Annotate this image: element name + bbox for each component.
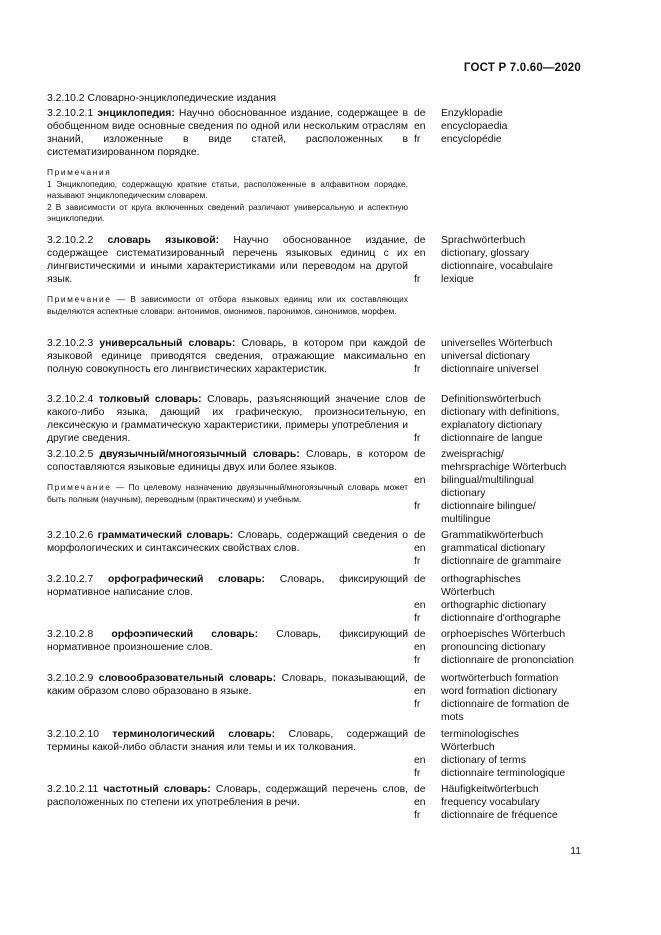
translation-term: dictionnaire de fréquence xyxy=(441,810,558,821)
lang-code: de xyxy=(414,394,426,405)
translation-term: dictionnaire de formation de xyxy=(441,699,570,710)
lang-code: en xyxy=(414,543,426,554)
note-label: Примечания xyxy=(47,167,112,177)
translations-3-2-10-2-1 xyxy=(414,107,614,146)
translation-row xyxy=(414,754,614,767)
entry-term: двуязычный/многоязычный словарь: xyxy=(99,449,300,460)
translations-3-2-10-2-4 xyxy=(414,393,614,445)
translation-term: orphoepisches Wörterbuch xyxy=(441,629,566,640)
translation-term: universal dictionary xyxy=(441,351,530,362)
translation-row xyxy=(414,573,614,586)
translation-row xyxy=(414,120,614,133)
translation-term: Häufigkeitwörterbuch xyxy=(441,784,539,795)
lang-code: en xyxy=(414,121,426,132)
translation-term: lexique xyxy=(441,274,474,285)
entry-definition: Словарь, разъясняющий значение слов какого-либо языка, дающий их графическую, произносительную, лексическую и грамматическую характеристики, примеры употребления и другие сведения. xyxy=(47,394,409,444)
entry-term: словообразовательный словарь: xyxy=(98,673,277,684)
entry-number: 3.2.10.2.5 xyxy=(47,449,94,460)
translation-row xyxy=(414,363,614,376)
lang-code: fr xyxy=(414,134,421,145)
lang-code: fr xyxy=(414,613,421,624)
entry-number: 3.2.10.2.6 xyxy=(47,530,94,541)
lang-code: de xyxy=(414,729,426,740)
entry-number: 3.2.10.2.1 xyxy=(47,108,94,119)
translation-row xyxy=(414,432,614,445)
entry-3-2-10-2-1 xyxy=(47,107,408,225)
note-text: — В зависимости от отбора языковых единиц или их составляющих выделяются аспектные словари: антонимов, омонимов, паронимов, синонимов, морфем. xyxy=(47,294,409,316)
entry-3-2-10-2-4 xyxy=(47,393,408,445)
translation-term: orthographisches xyxy=(441,574,521,585)
translation-term: dictionnaire, vocabulaire xyxy=(441,261,554,272)
translations-3-2-10-2-2 xyxy=(414,234,614,286)
translation-row xyxy=(414,542,614,555)
entry-definition: Научно обоснованное издание, содержащее систематизированный перечень языковых единиц с их лингвистическими и иными характеристиками или переводом на другой язык. xyxy=(47,235,408,285)
translations-3-2-10-2-5 xyxy=(414,448,614,526)
entry-number: 3.2.10.2.4 xyxy=(47,394,94,405)
translation-row xyxy=(414,419,614,432)
entry-definition: Словарь, показывающий, каким образом слово образовано в языке. xyxy=(47,673,408,697)
translation-term: pronouncing dictionary xyxy=(441,642,546,653)
translation-row xyxy=(414,350,614,363)
translation-row xyxy=(414,741,614,754)
entry-3-2-10-2-9 xyxy=(47,672,408,698)
translation-term: grammatical dictionary xyxy=(441,543,545,554)
lang-code xyxy=(414,513,441,526)
translation-term: explanatory dictionary xyxy=(441,420,543,431)
translation-term: Definitionswörterbuch xyxy=(441,394,541,405)
entry-3-2-10-2-10 xyxy=(47,728,408,754)
translation-row xyxy=(414,628,614,641)
translation-term: dictionary, glossary xyxy=(441,248,530,259)
translation-row xyxy=(414,612,614,625)
translation-row xyxy=(414,500,614,513)
translation-row xyxy=(414,641,614,654)
translation-row xyxy=(414,529,614,542)
note-label: Примечание xyxy=(47,294,112,304)
translation-term: dictionnaire bilingue/ xyxy=(441,501,536,512)
translation-term: mehrsprachige Wörterbuch xyxy=(441,462,567,473)
translation-row xyxy=(414,234,614,247)
lang-code: de xyxy=(414,574,426,585)
translation-term: dictionnaire de grammaire xyxy=(441,556,562,567)
translation-term: universelles Wörterbuch xyxy=(441,338,553,349)
translation-term: encyclopédie xyxy=(441,134,502,145)
translation-row xyxy=(414,698,614,711)
translations-3-2-10-2-11 xyxy=(414,783,614,822)
entry-definition: Словарь, содержащий сведения о морфологических и синтаксических свойствах слов. xyxy=(47,530,408,554)
lang-code: fr xyxy=(414,433,421,444)
entry-term: словарь языковой: xyxy=(107,235,220,246)
note-text: 1 Энциклопедию, содержащую краткие статьи, расположенные в алфавитном порядке, называют энциклопедическим словарем. xyxy=(47,178,408,201)
entry-definition: Научно обоснованное издание, содержащее в обобщенном виде основные сведения по одной или нескольким отраслям знаний, изложенные в виде статей, расположенных в систематизированном порядке. xyxy=(47,108,409,158)
translation-term: Sprachwörterbuch xyxy=(441,235,526,246)
entry-number: 3.2.10.2.10 xyxy=(47,729,99,740)
translation-row xyxy=(414,273,614,286)
translation-term: Wörterbuch xyxy=(441,742,495,753)
lang-code: fr xyxy=(414,810,421,821)
lang-code xyxy=(414,260,441,273)
lang-code: en xyxy=(414,407,426,418)
entry-term: орфографический словарь: xyxy=(108,574,265,585)
translation-row xyxy=(414,599,614,612)
translation-term: Wörterbuch xyxy=(441,587,495,598)
translation-term: bilingual/multilingual xyxy=(441,475,534,486)
translation-term: dictionnaire d'orthographe xyxy=(441,613,561,624)
lang-code xyxy=(414,419,441,432)
lang-code: en xyxy=(414,475,426,486)
lang-code: de xyxy=(414,449,426,460)
entry-3-2-10-2-3 xyxy=(47,337,408,376)
translation-term: dictionnaire de langue xyxy=(441,433,543,444)
entry-3-2-10-2-2 xyxy=(47,234,408,317)
section-title: 3.2.10.2 Словарно-энциклопедические издания xyxy=(47,93,277,104)
lang-code: fr xyxy=(414,364,421,375)
translation-term: terminologisches xyxy=(441,729,519,740)
entry-term: энциклопедия: xyxy=(97,108,175,119)
entry-definition: Словарь, содержащий термины какой-либо области знания или темы и их толкования. xyxy=(47,729,408,753)
translation-term: dictionnaire terminologique xyxy=(441,768,566,779)
lang-code xyxy=(414,586,441,599)
entry-number: 3.2.10.2.7 xyxy=(47,574,94,585)
lang-code xyxy=(414,741,441,754)
lang-code: de xyxy=(414,108,426,119)
translation-term: mots xyxy=(441,712,464,723)
lang-code: en xyxy=(414,686,426,697)
entry-term: грамматический словарь: xyxy=(97,530,234,541)
translation-row xyxy=(414,461,614,474)
entry-3-2-10-2-8 xyxy=(47,628,408,654)
lang-code: fr xyxy=(414,501,421,512)
translation-row xyxy=(414,393,614,406)
translation-row xyxy=(414,107,614,120)
translation-row xyxy=(414,260,614,273)
translation-row xyxy=(414,247,614,260)
translation-row xyxy=(414,783,614,796)
translation-row xyxy=(414,487,614,500)
entry-3-2-10-2-5 xyxy=(47,448,408,505)
translation-term: dictionary with definitions, xyxy=(441,407,560,418)
translation-row xyxy=(414,448,614,461)
translation-term: encyclopaedia xyxy=(441,121,508,132)
lang-code: de xyxy=(414,629,426,640)
lang-code: en xyxy=(414,248,426,259)
lang-code: fr xyxy=(414,655,421,666)
translation-row xyxy=(414,654,614,667)
entry-definition: Словарь, в котором при каждой языковой единице приводятся сведения, отражающие максимально полную совокупность его лингвистических характеристик. xyxy=(47,338,408,375)
lang-code: en xyxy=(414,797,426,808)
translation-row xyxy=(414,728,614,741)
lang-code: de xyxy=(414,673,426,684)
lang-code: de xyxy=(414,784,426,795)
lang-code: en xyxy=(414,755,426,766)
note-text: 2 В зависимости от круга включенных сведений различают универсальную и аспектную энциклопедии. xyxy=(47,201,408,224)
lang-code: en xyxy=(414,642,426,653)
entry-term: терминологический словарь: xyxy=(112,729,276,740)
translation-row xyxy=(414,513,614,526)
note-label: Примечание xyxy=(47,482,112,492)
lang-code: fr xyxy=(414,274,421,285)
translation-term: dictionary xyxy=(441,488,486,499)
entry-definition: Словарь, в котором сопоставляются языковые единицы двух или более языков. xyxy=(47,449,408,473)
lang-code: en xyxy=(414,600,426,611)
translation-row xyxy=(414,586,614,599)
translation-row xyxy=(414,406,614,419)
entry-number: 3.2.10.2.3 xyxy=(47,338,94,349)
page-number: 11 xyxy=(570,846,581,857)
translation-term: Grammatikwörterbuch xyxy=(441,530,544,541)
entry-term: частотный словарь: xyxy=(103,784,211,795)
translation-row xyxy=(414,685,614,698)
lang-code: de xyxy=(414,338,426,349)
entry-3-2-10-2-7 xyxy=(47,573,408,599)
translation-term: dictionnaire de prononciation xyxy=(441,655,574,666)
translation-term: Enzyklopadie xyxy=(441,108,503,119)
lang-code: de xyxy=(414,530,426,541)
entry-3-2-10-2-11 xyxy=(47,783,408,809)
translation-row xyxy=(414,133,614,146)
translation-term: frequency vocabulary xyxy=(441,797,540,808)
translation-row xyxy=(414,809,614,822)
translation-term: multilingue xyxy=(441,514,491,525)
translation-term: word formation dictionary xyxy=(441,686,558,697)
translation-row xyxy=(414,474,614,487)
translation-row xyxy=(414,711,614,724)
translation-term: zweisprachig/ xyxy=(441,449,504,460)
lang-code: de xyxy=(414,235,426,246)
entry-definition: Словарь, содержащий перечень слов, расположенных по степени их употребления в речи. xyxy=(47,784,409,808)
lang-code: fr xyxy=(414,556,421,567)
entry-number: 3.2.10.2.11 xyxy=(47,784,99,795)
translation-row xyxy=(414,796,614,809)
lang-code xyxy=(414,711,441,724)
entry-term: толковый словарь: xyxy=(98,394,202,405)
entry-term: орфоэпический словарь: xyxy=(111,629,259,640)
translation-row xyxy=(414,672,614,685)
lang-code: en xyxy=(414,351,426,362)
translation-term: dictionary of terms xyxy=(441,755,526,766)
translation-term: wortwörterbuch formation xyxy=(441,673,559,684)
translations-3-2-10-2-8 xyxy=(414,628,614,667)
translations-3-2-10-2-3 xyxy=(414,337,614,376)
entry-definition: Словарь, фиксирующий нормативное произношение слов. xyxy=(47,629,409,653)
translations-3-2-10-2-10 xyxy=(414,728,614,780)
entry-definition: Словарь, фиксирующий нормативное написание слов. xyxy=(47,574,409,598)
lang-code xyxy=(414,487,441,500)
entry-number: 3.2.10.2.8 xyxy=(47,629,94,640)
translations-3-2-10-2-6 xyxy=(414,529,614,568)
entry-term: универсальный словарь: xyxy=(99,338,236,349)
entry-number: 3.2.10.2.9 xyxy=(47,673,94,684)
translation-row xyxy=(414,337,614,350)
lang-code xyxy=(414,461,441,474)
lang-code: fr xyxy=(414,768,421,779)
standard-designation: ГОСТ Р 7.0.60—2020 xyxy=(463,62,581,74)
translation-row xyxy=(414,555,614,568)
translations-3-2-10-2-7 xyxy=(414,573,614,625)
translation-term: orthographic dictionary xyxy=(441,600,547,611)
lang-code: fr xyxy=(414,699,421,710)
translations-3-2-10-2-9 xyxy=(414,672,614,724)
translation-row xyxy=(414,767,614,780)
entry-number: 3.2.10.2.2 xyxy=(47,235,94,246)
note-text: — По целевому назначению двуязычный/многоязычный словарь может быть полным (научным), переводным (практическим) и учебным. xyxy=(47,482,409,504)
entry-3-2-10-2-6 xyxy=(47,529,408,555)
translation-term: dictionnaire universel xyxy=(441,364,539,375)
